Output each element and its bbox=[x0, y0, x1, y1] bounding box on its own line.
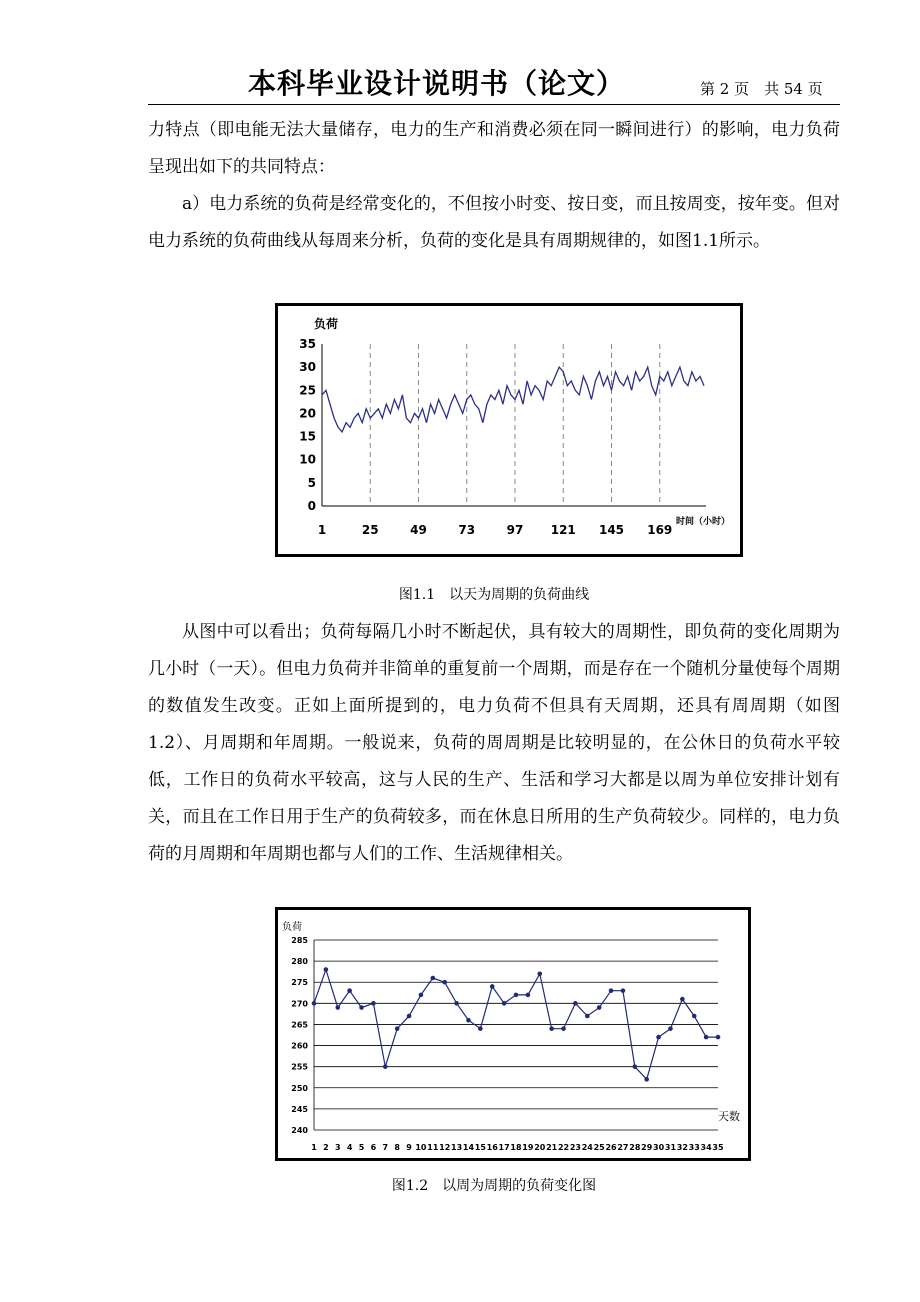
x-tick-label: 33 bbox=[688, 1143, 700, 1152]
x-tick-label: 49 bbox=[410, 523, 427, 537]
x-tick-label: 169 bbox=[647, 523, 673, 537]
x-tick-label: 26 bbox=[605, 1143, 617, 1152]
paragraph-3: 从图中可以看出；负荷每隔几小时不断起伏，具有较大的周期性，即负荷的变化周期为几小时（一天）。但电力负荷并非简单的重复前一个周期，而是存在一个随机分量使每个周期的数值发生改变。正如上面所提到的，电力负荷不但具有天周期，还具有周周期（如图1.2）、月周期和年周期。一般说来，负荷的周周期是比较明显的，在公休日的负荷水平较低，工作日的负荷水平较高，这与人民的生产、生活和学习大都是以周为单位安排计划有关，而且在工作日用于生产的负荷较多，而在休息日所用的生产负荷较少。同样的，电力负荷的月周期和年周期也都与人们的工作、生活规律相关。 bbox=[148, 622, 840, 864]
y-tick-label: 35 bbox=[299, 337, 316, 351]
data-point bbox=[312, 1001, 317, 1006]
data-point bbox=[633, 1064, 638, 1069]
y-tick-label: 5 bbox=[307, 475, 316, 490]
y-axis-label: 负荷 bbox=[282, 922, 302, 933]
x-tick-label: 4 bbox=[346, 1143, 353, 1152]
figure-1-2-caption: 图1.2 以周为周期的负荷变化图 bbox=[391, 1178, 597, 1194]
y-tick-label: 255 bbox=[291, 1062, 308, 1072]
x-tick-label: 32 bbox=[676, 1143, 688, 1152]
y-tick-label: 270 bbox=[291, 999, 308, 1009]
data-point bbox=[609, 988, 614, 993]
x-tick-label: 17 bbox=[498, 1143, 510, 1152]
y-tick-label: 15 bbox=[299, 429, 316, 444]
x-tick-label: 29 bbox=[641, 1143, 653, 1152]
paragraph-1: 力特点（即电能无法大量储存，电力的生产和消费必须在同一瞬间进行）的影响，电力负荷呈现出如下的共同特点： bbox=[148, 120, 840, 177]
y-tick-label: 20 bbox=[299, 406, 316, 421]
y-tick-label: 10 bbox=[299, 452, 316, 467]
data-point bbox=[395, 1026, 400, 1031]
x-tick-label: 145 bbox=[598, 523, 625, 537]
x-tick-label: 1 bbox=[311, 1143, 317, 1152]
x-tick-label: 8 bbox=[394, 1143, 400, 1152]
x-tick-label: 10 bbox=[415, 1143, 427, 1152]
x-tick-label: 18 bbox=[510, 1143, 522, 1152]
x-tick-label: 9 bbox=[406, 1143, 412, 1152]
x-tick-label: 97 bbox=[506, 523, 524, 537]
daily-load-chart bbox=[278, 306, 740, 554]
y-tick-label: 285 bbox=[291, 936, 308, 945]
x-tick-label: 24 bbox=[581, 1143, 593, 1152]
data-point bbox=[668, 1026, 673, 1031]
x-tick-label: 34 bbox=[700, 1143, 712, 1152]
data-point bbox=[656, 1035, 661, 1040]
data-point bbox=[454, 1001, 459, 1006]
y-tick-label: 265 bbox=[291, 1020, 308, 1030]
data-point bbox=[359, 1005, 364, 1010]
x-tick-label: 16 bbox=[486, 1143, 498, 1152]
x-tick-label: 19 bbox=[522, 1143, 534, 1152]
y-axis-label: 负荷 bbox=[314, 317, 339, 331]
page-number: 第 2 页 共 54 页 bbox=[700, 80, 823, 98]
x-tick-label: 21 bbox=[546, 1143, 558, 1152]
header-rule bbox=[148, 104, 840, 105]
data-point bbox=[597, 1005, 602, 1010]
x-tick-label: 22 bbox=[557, 1143, 570, 1152]
data-point bbox=[621, 988, 626, 993]
x-tick-label: 20 bbox=[534, 1143, 546, 1152]
weekly-load-chart bbox=[278, 910, 748, 1158]
y-tick-label: 30 bbox=[299, 360, 316, 375]
y-tick-label: 275 bbox=[291, 978, 308, 988]
data-point bbox=[561, 1026, 566, 1031]
data-point bbox=[537, 971, 542, 976]
x-tick-label: 1 bbox=[317, 523, 327, 537]
x-axis-label: 时间（小时） bbox=[676, 517, 731, 527]
figure-1-2 bbox=[275, 907, 751, 1161]
data-point bbox=[716, 1035, 721, 1040]
data-point bbox=[585, 1014, 590, 1019]
x-tick-label: 6 bbox=[370, 1143, 377, 1152]
y-tick-label: 0 bbox=[307, 499, 316, 513]
x-tick-label: 5 bbox=[358, 1143, 365, 1152]
data-point bbox=[514, 993, 519, 998]
data-point bbox=[335, 1005, 340, 1010]
data-point bbox=[347, 988, 352, 993]
data-point bbox=[502, 1001, 507, 1006]
y-tick-label: 280 bbox=[291, 957, 308, 967]
page-header-title: 本科毕业设计说明书（论文） bbox=[248, 67, 626, 100]
x-tick-label: 2 bbox=[323, 1143, 329, 1152]
data-point bbox=[692, 1014, 697, 1019]
x-tick-label: 7 bbox=[382, 1143, 389, 1152]
data-point bbox=[526, 993, 531, 998]
load-series-line bbox=[322, 367, 704, 432]
x-tick-label: 14 bbox=[462, 1143, 475, 1152]
data-point bbox=[704, 1035, 709, 1040]
x-tick-label: 35 bbox=[712, 1143, 724, 1152]
y-tick-label: 250 bbox=[291, 1083, 308, 1093]
data-point bbox=[324, 967, 329, 972]
x-tick-label: 25 bbox=[361, 523, 379, 537]
x-tick-label: 13 bbox=[451, 1143, 463, 1152]
data-point bbox=[371, 1001, 376, 1006]
data-point bbox=[478, 1026, 483, 1031]
x-axis-label: 天数 bbox=[718, 1110, 740, 1123]
y-tick-label: 245 bbox=[291, 1104, 308, 1114]
x-tick-label: 23 bbox=[569, 1143, 581, 1152]
data-point bbox=[383, 1064, 388, 1069]
y-tick-label: 25 bbox=[299, 383, 316, 398]
data-point bbox=[680, 997, 685, 1002]
x-tick-label: 28 bbox=[629, 1143, 641, 1152]
data-point bbox=[419, 993, 424, 998]
x-tick-label: 30 bbox=[653, 1143, 665, 1152]
data-point bbox=[549, 1026, 554, 1031]
x-tick-label: 31 bbox=[664, 1143, 677, 1152]
data-point bbox=[573, 1001, 578, 1006]
figure-1-1 bbox=[275, 303, 743, 557]
x-tick-label: 15 bbox=[474, 1143, 486, 1152]
x-tick-label: 27 bbox=[617, 1143, 629, 1152]
data-point bbox=[431, 976, 436, 981]
x-tick-label: 12 bbox=[439, 1143, 451, 1152]
data-point bbox=[490, 984, 495, 989]
data-point bbox=[644, 1077, 649, 1082]
figure-1-1-caption: 图1.1 以天为周期的负荷曲线 bbox=[398, 587, 590, 603]
x-tick-label: 3 bbox=[334, 1143, 341, 1152]
x-tick-label: 25 bbox=[593, 1143, 605, 1152]
paragraph-2: a）电力系统的负荷是经常变化的，不但按小时变、按日变，而且按周变，按年变。但对电力系统的负荷曲线从每周来分析，负荷的变化是具有周期规律的，如图1.1所示。 bbox=[148, 194, 840, 251]
data-point bbox=[466, 1018, 471, 1023]
y-tick-label: 240 bbox=[291, 1126, 308, 1135]
x-tick-label: 11 bbox=[427, 1143, 439, 1152]
y-tick-label: 260 bbox=[291, 1041, 308, 1051]
data-point bbox=[442, 980, 447, 985]
x-tick-label: 73 bbox=[458, 523, 476, 537]
x-tick-label: 121 bbox=[550, 523, 576, 537]
data-point bbox=[407, 1014, 412, 1019]
